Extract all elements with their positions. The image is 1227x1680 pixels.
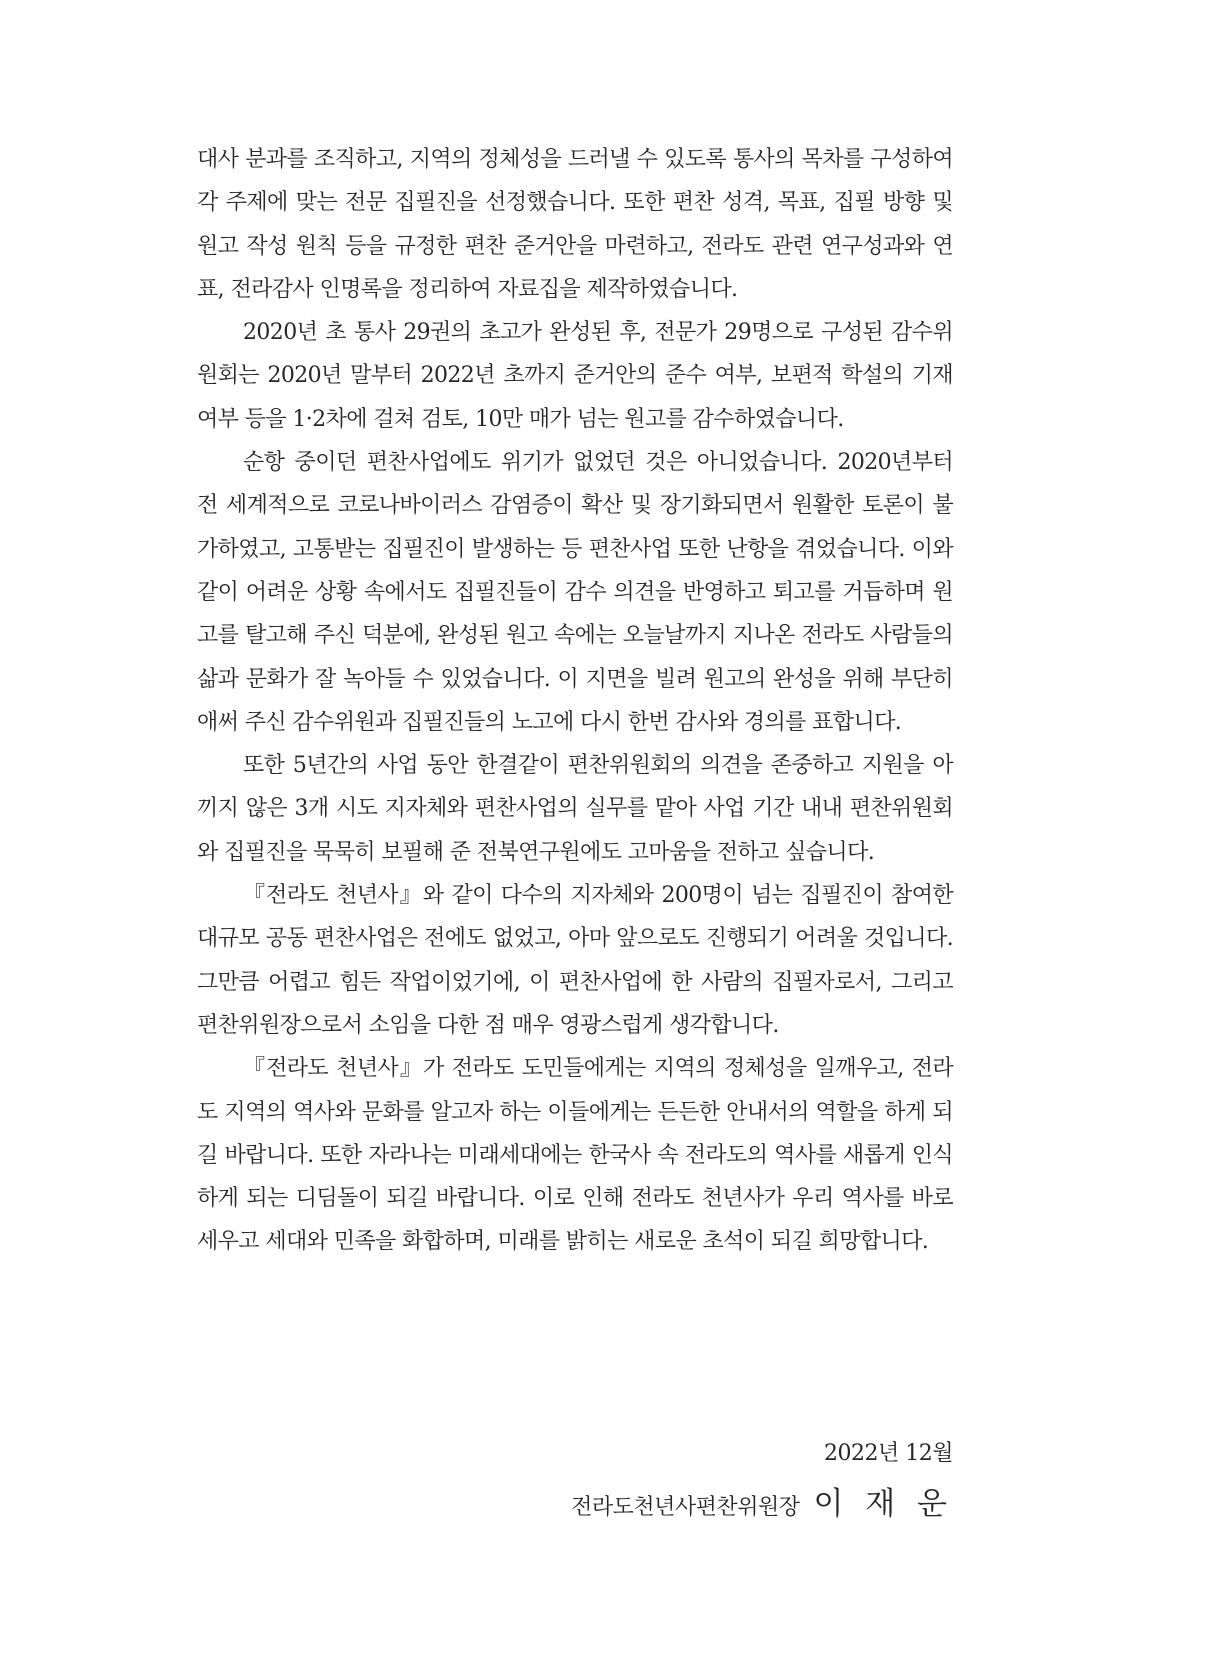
signature-position: 전라도천년사편찬위원장 — [571, 1495, 800, 1520]
paragraph-4: 또한 5년간의 사업 동안 한결같이 편찬위원회의 의견을 존중하고 지원을 아끼지 않은 3개 시도 지자체와 편찬사업의 실무를 맡아 사업 기간 내내 편찬위원회와 집필진을 묵묵히 보필해 준 전북연구원에도 고마움을 전하고 싶습니다. — [197, 753, 953, 865]
paragraph-5: 『전라도 천년사』와 같이 다수의 지자체와 200명이 넘는 집필진이 참여한 대규모 공동 편찬사업은 전에도 없었고, 아마 앞으로도 진행되기 어려울 것입니다. 그만큼 어렵고 힘든 작업이었기에, 이 편찬사업에 한 사람의 집필자로서, 그리고 편찬위원장으로서 소임을 다한 점 매우 영광스럽게 생각합니다. — [197, 883, 953, 1038]
paragraph-6: 『전라도 천년사』가 전라도 도민들에게는 지역의 정체성을 일깨우고, 전라도 지역의 역사와 문화를 알고자 하는 이들에게는 든든한 안내서의 역할을 하게 되길 바랍니다. 또한 자라나는 미래세대에는 한국사 속 전라도의 역사를 새롭게 인식하게 되는 디딤돌이 되길 바랍니다. 이로 인해 전라도 천년사가 우리 역사를 바로 세우고 세대와 민족을 화합하며, 미래를 밝히는 새로운 초석이 되길 희망합니다. — [197, 1056, 953, 1255]
signature-name: 이 재 운 — [813, 1486, 953, 1522]
signature-line — [571, 1478, 953, 1530]
paragraph-2: 2020년 초 통사 29권의 초고가 완성된 후, 전문가 29명으로 구성된 감수위원회는 2020년 말부터 2022년 초까지 준거안의 준수 여부, 보편적 학설의 기재 여부 등을 1·2차에 걸쳐 검토, 10만 매가 넘는 원고를 감수하였습니다. — [197, 320, 953, 432]
paragraph-3: 순항 중이던 편찬사업에도 위기가 없었던 것은 아니었습니다. 2020년부터 전 세계적으로 코로나바이러스 감염증이 확산 및 장기화되면서 원활한 토론이 불가하였고, 고통받는 집필진이 발생하는 등 편찬사업 또한 난항을 겪었습니다. 이와 같이 어려운 상황 속에서도 집필진들이 감수 의견을 반영하고 퇴고를 거듭하며 원고를 탈고해 주신 덕분에, 완성된 원고 속에는 오늘날까지 지나온 전라도 사람들의 삶과 문화가 잘 녹아들 수 있었습니다. 이 지면을 빌려 원고의 완성을 위해 부단히 애써 주신 감수위원과 집필진들의 노고에 다시 한번 감사와 경의를 표합니다. — [197, 450, 953, 735]
paragraph-1: 대사 분과를 조직하고, 지역의 정체성을 드러낼 수 있도록 통사의 목차를 구성하여 각 주제에 맞는 전문 집필진을 선정했습니다. 또한 편찬 성격, 목표, 집필 방향 및 원고 작성 원칙 등을 규정한 편찬 준거안을 마련하고, 전라도 관련 연구성과와 연표, 전라감사 인명록을 정리하여 자료집을 제작하였습니다. — [197, 147, 953, 302]
document-body — [197, 138, 953, 1264]
signature-block — [571, 1430, 953, 1530]
signature-date: 2022년 12월 — [824, 1441, 953, 1466]
